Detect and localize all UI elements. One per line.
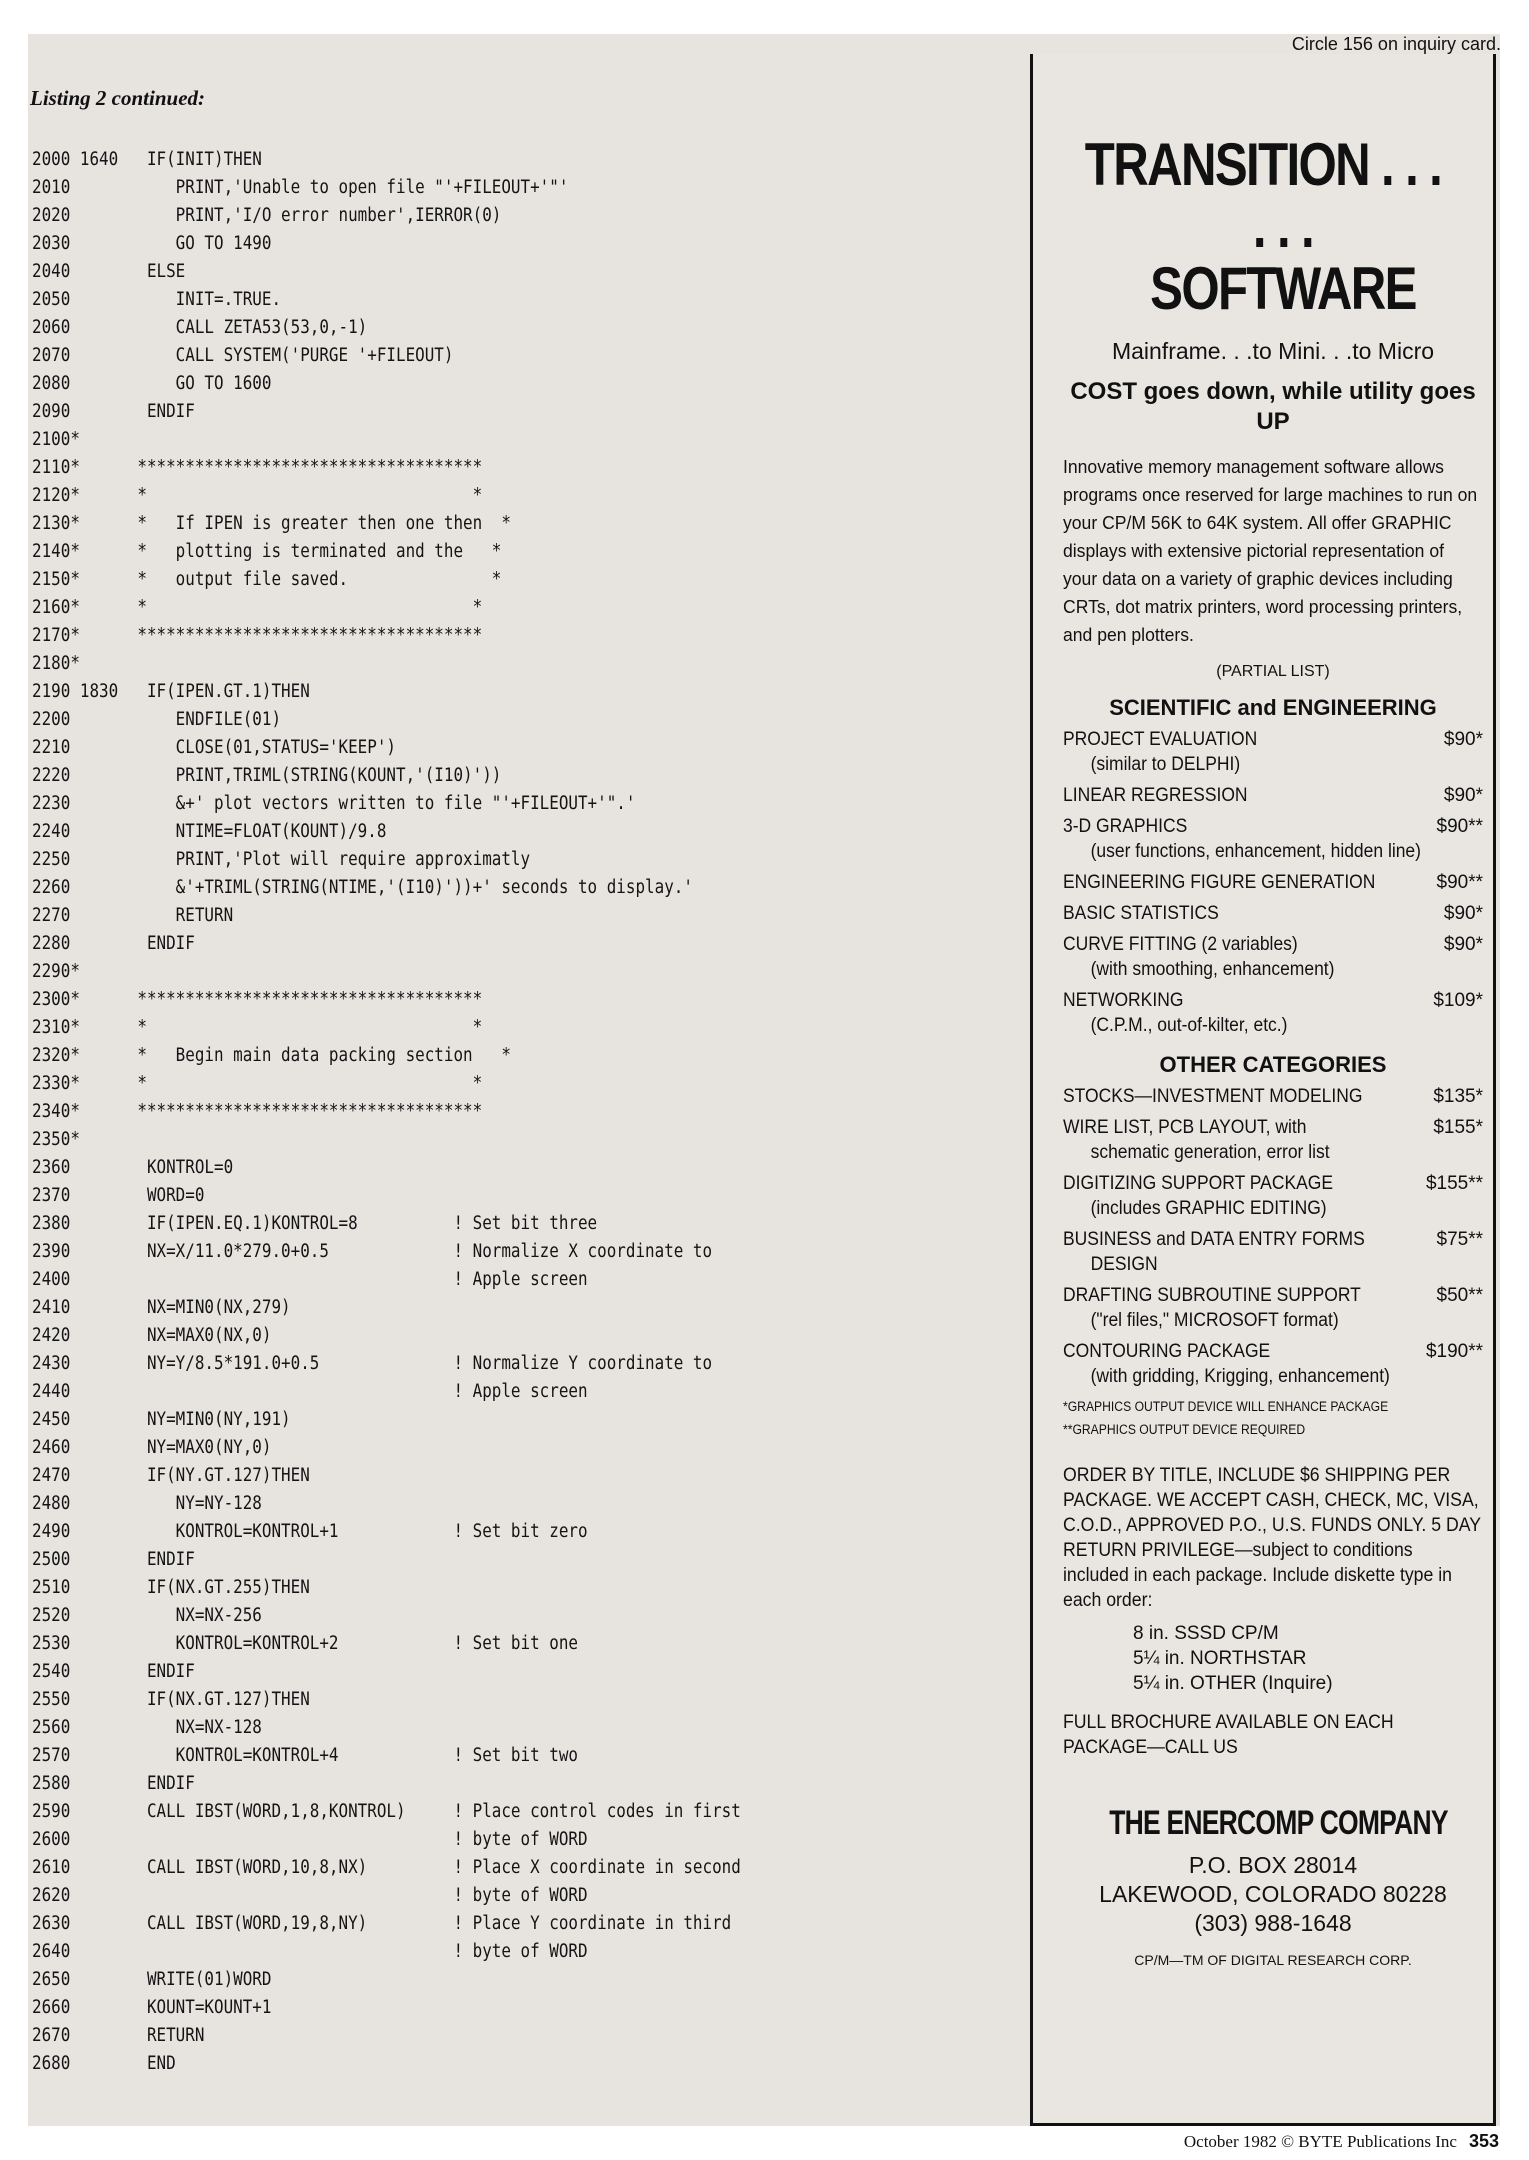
product-description: (user functions, enhancement, hidden line) bbox=[1090, 841, 1421, 862]
code-line: 2200 ENDFILE(01) bbox=[32, 709, 282, 730]
code-line: 2230 &+' plot vectors written to file "'+FILEOUT+'".' bbox=[32, 793, 636, 814]
code-line: 2150* * output file saved. * bbox=[32, 569, 502, 590]
ad-other-list bbox=[1063, 1084, 1483, 1389]
product-name: BUSINESS and DATA ENTRY FORMS bbox=[1063, 1229, 1365, 1250]
product-price: $155* bbox=[1433, 1117, 1483, 1138]
code-listing bbox=[32, 146, 792, 2078]
code-line: 2410 NX=MIN0(NX,279) bbox=[32, 1297, 291, 1318]
code-line: 2430 NY=Y/8.5*191.0+0.5 ! Normalize Y coordinate to bbox=[32, 1353, 713, 1374]
code-line: 2360 KONTROL=0 bbox=[32, 1157, 234, 1178]
code-line: 2140* * plotting is terminated and the * bbox=[32, 541, 502, 562]
ad-city: LAKEWOOD, COLORADO 80228 bbox=[1099, 1881, 1447, 1907]
product-item bbox=[1063, 1283, 1483, 1333]
code-line: 2420 NX=MAX0(NX,0) bbox=[32, 1325, 272, 1346]
diskette-option: 5¼ in. NORTHSTAR bbox=[1133, 1648, 1307, 1669]
product-name: NETWORKING bbox=[1063, 990, 1184, 1011]
product-price: $90* bbox=[1443, 934, 1483, 955]
code-line: 2130* * If IPEN is greater then one then * bbox=[32, 513, 511, 534]
product-name: STOCKS—INVESTMENT MODELING bbox=[1063, 1086, 1363, 1107]
product-item bbox=[1063, 901, 1483, 926]
product-item bbox=[1063, 1084, 1483, 1109]
ad-headline: COST goes down, while utility goes UP bbox=[1070, 378, 1476, 435]
code-line: 2190 1830 IF(IPEN.GT.1)THEN bbox=[32, 681, 310, 702]
product-price: $90* bbox=[1443, 729, 1483, 750]
code-line: 2440 ! Apple screen bbox=[32, 1381, 588, 1402]
product-item bbox=[1063, 814, 1483, 864]
code-line: 2650 WRITE(01)WORD bbox=[32, 1969, 272, 1990]
ad-section-other: OTHER CATEGORIES bbox=[1159, 1052, 1387, 1077]
code-line: 2560 NX=NX-128 bbox=[32, 1717, 262, 1738]
product-row bbox=[1063, 814, 1483, 839]
diskette-option: 5¼ in. OTHER (Inquire) bbox=[1133, 1673, 1333, 1694]
product-description: (with smoothing, enhancement) bbox=[1090, 959, 1335, 980]
code-line: 2620 ! byte of WORD bbox=[32, 1885, 588, 1906]
product-name: CURVE FITTING (2 variables) bbox=[1063, 934, 1298, 955]
product-description: DESIGN bbox=[1090, 1254, 1158, 1275]
code-line: 2070 CALL SYSTEM('PURGE '+FILEOUT) bbox=[32, 345, 454, 366]
product-row bbox=[1063, 870, 1483, 895]
product-item bbox=[1063, 1339, 1483, 1389]
code-line: 2220 PRINT,TRIML(STRING(KOUNT,'(I10)')) bbox=[32, 765, 502, 786]
product-name: CONTOURING PACKAGE bbox=[1063, 1341, 1271, 1362]
diskette-option: 8 in. SSSD CP/M bbox=[1133, 1623, 1279, 1644]
product-item bbox=[1063, 870, 1483, 895]
code-line: 2610 CALL IBST(WORD,10,8,NX) ! Place X coordinate in second bbox=[32, 1857, 741, 1878]
code-line: 2600 ! byte of WORD bbox=[32, 1829, 588, 1850]
product-name: LINEAR REGRESSION bbox=[1063, 785, 1248, 806]
ad-section-scientific: SCIENTIFIC and ENGINEERING bbox=[1109, 695, 1437, 720]
product-price: $109* bbox=[1433, 990, 1483, 1011]
code-line: 2460 NY=MAX0(NY,0) bbox=[32, 1437, 272, 1458]
product-row bbox=[1063, 1227, 1483, 1252]
ad-po-box: P.O. BOX 28014 bbox=[1188, 1852, 1358, 1878]
product-price: $50** bbox=[1436, 1285, 1483, 1306]
product-name: PROJECT EVALUATION bbox=[1063, 729, 1258, 750]
product-row bbox=[1063, 1171, 1483, 1196]
product-price: $90** bbox=[1436, 872, 1483, 893]
code-line: 2310* * * bbox=[32, 1017, 483, 1038]
code-line: 2390 NX=X/11.0*279.0+0.5 ! Normalize X coordinate to bbox=[32, 1241, 713, 1262]
product-description: schematic generation, error list bbox=[1090, 1142, 1330, 1163]
code-line: 2330* * * bbox=[32, 1073, 483, 1094]
code-line: 2490 KONTROL=KONTROL+1 ! Set bit zero bbox=[32, 1521, 588, 1542]
code-line: 2120* * * bbox=[32, 485, 483, 506]
ad-partial-list-label: (PARTIAL LIST) bbox=[1216, 663, 1330, 680]
code-line: 2470 IF(NY.GT.127)THEN bbox=[32, 1465, 310, 1486]
code-line: 2450 NY=MIN0(NY,191) bbox=[32, 1409, 291, 1430]
code-line: 2270 RETURN bbox=[32, 905, 234, 926]
code-line: 2260 &'+TRIML(STRING(NTIME,'(I10)'))+' seconds to display.' bbox=[32, 877, 693, 898]
product-row bbox=[1063, 1084, 1483, 1109]
code-line: 2570 KONTROL=KONTROL+4 ! Set bit two bbox=[32, 1745, 578, 1766]
code-line: 2250 PRINT,'Plot will require approximatly bbox=[32, 849, 531, 870]
code-line: 2020 PRINT,'I/O error number',IERROR(0) bbox=[32, 205, 502, 226]
code-line: 2290* bbox=[32, 961, 80, 982]
product-description: (includes GRAPHIC EDITING) bbox=[1090, 1198, 1327, 1219]
ad-scientific-list bbox=[1063, 727, 1483, 1038]
code-line: 2660 KOUNT=KOUNT+1 bbox=[32, 1997, 272, 2018]
ad-brochure-text: FULL BROCHURE AVAILABLE ON EACH PACKAGE—CALL US bbox=[1063, 1712, 1394, 1758]
product-name: BASIC STATISTICS bbox=[1063, 903, 1219, 924]
code-line: 2340* ************************************ bbox=[32, 1101, 483, 1122]
code-line: 2520 NX=NX-256 bbox=[32, 1605, 262, 1626]
ad-diskette-list bbox=[1063, 1621, 1483, 1696]
product-row bbox=[1063, 988, 1483, 1013]
product-item bbox=[1063, 1171, 1483, 1221]
listing-title: Listing 2 continued: bbox=[30, 86, 206, 110]
code-line: 2240 NTIME=FLOAT(KOUNT)/9.8 bbox=[32, 821, 387, 842]
product-name: ENGINEERING FIGURE GENERATION bbox=[1063, 872, 1376, 893]
code-line: 2350* bbox=[32, 1129, 80, 1150]
product-row bbox=[1063, 1283, 1483, 1308]
code-line: 2480 NY=NY-128 bbox=[32, 1493, 262, 1514]
ad-tagline: Mainframe. . .to Mini. . .to Micro bbox=[1111, 338, 1435, 364]
product-item bbox=[1063, 1227, 1483, 1277]
product-row bbox=[1063, 901, 1483, 926]
code-line: 2060 CALL ZETA53(53,0,-1) bbox=[32, 317, 368, 338]
code-line: 2400 ! Apple screen bbox=[32, 1269, 588, 1290]
product-description: (C.P.M., out-of-kilter, etc.) bbox=[1090, 1015, 1288, 1036]
product-description: ("rel files," MICROSOFT format) bbox=[1090, 1310, 1339, 1331]
product-item bbox=[1063, 727, 1483, 777]
product-item bbox=[1063, 932, 1483, 982]
page-number: 353 bbox=[1468, 2131, 1499, 2151]
code-line: 2590 CALL IBST(WORD,1,8,KONTROL) ! Place control codes in first bbox=[32, 1801, 741, 1822]
ad-phone: (303) 988-1648 bbox=[1194, 1910, 1352, 1936]
code-line: 2680 END bbox=[32, 2053, 176, 2074]
code-line: 2530 KONTROL=KONTROL+2 ! Set bit one bbox=[32, 1633, 578, 1654]
product-row bbox=[1063, 783, 1483, 808]
code-line: 2510 IF(NX.GT.255)THEN bbox=[32, 1577, 310, 1598]
ad-order-text: ORDER BY TITLE, INCLUDE $6 SHIPPING PER PACKAGE. WE ACCEPT CASH, CHECK, MC, VISA, C.O.D., APPROVED P.O., U.S. FUNDS ONLY. 5 DAY RETURN PRIVILEGE—subject to conditions included in each package. Include diskette type in each order: bbox=[1063, 1465, 1481, 1611]
code-line: 2380 IF(IPEN.EQ.1)KONTROL=8 ! Set bit three bbox=[32, 1213, 598, 1234]
code-line: 2210 CLOSE(01,STATUS='KEEP') bbox=[32, 737, 396, 758]
code-line: 2300* ************************************ bbox=[32, 989, 483, 1010]
code-line: 2630 CALL IBST(WORD,19,8,NY) ! Place Y coordinate in third bbox=[32, 1913, 732, 1934]
code-line: 2540 ENDIF bbox=[32, 1661, 195, 1682]
code-line: 2030 GO TO 1490 bbox=[32, 233, 272, 254]
product-price: $135* bbox=[1433, 1086, 1483, 1107]
code-line: 2670 RETURN bbox=[32, 2025, 205, 2046]
inquiry-card-note: Circle 156 on inquiry card. bbox=[1291, 34, 1501, 54]
footer-issue: October 1982 © BYTE Publications Inc bbox=[1183, 2132, 1457, 2151]
ad-trademark-note: CP/M—TM OF DIGITAL RESEARCH CORP. bbox=[1134, 1952, 1412, 1968]
code-line: 2050 INIT=.TRUE. bbox=[32, 289, 282, 310]
product-row bbox=[1063, 1115, 1483, 1140]
product-description: (with gridding, Krigging, enhancement) bbox=[1090, 1366, 1390, 1387]
code-line: 2500 ENDIF bbox=[32, 1549, 195, 1570]
product-row bbox=[1063, 932, 1483, 957]
advertisement bbox=[1030, 54, 1496, 2126]
ad-company-name: THE ENERCOMP COMPANY bbox=[1109, 1804, 1448, 1842]
product-name: DIGITIZING SUPPORT PACKAGE bbox=[1063, 1173, 1334, 1194]
product-item bbox=[1063, 783, 1483, 808]
code-line: 2100* bbox=[32, 429, 80, 450]
code-line: 2090 ENDIF bbox=[32, 401, 195, 422]
code-line: 2110* ************************************ bbox=[32, 457, 483, 478]
code-line: 2160* * * bbox=[32, 597, 483, 618]
product-price: $190** bbox=[1425, 1341, 1483, 1362]
product-price: $90** bbox=[1436, 816, 1483, 837]
ad-address bbox=[1063, 1851, 1483, 1938]
code-line: 2010 PRINT,'Unable to open file "'+FILEOUT+'"' bbox=[32, 177, 569, 198]
ad-body-text: Innovative memory management software allows programs once reserved for large machines to run on your CP/M 56K to 64K system. All offer GRAPHIC displays with extensive pictorial representation of your data on a variety of graphic devices including CRTs, dot matrix printers, word processing printers, and pen plotters. bbox=[1063, 456, 1478, 645]
ad-note-enhance: *GRAPHICS OUTPUT DEVICE WILL ENHANCE PACKAGE bbox=[1063, 1399, 1389, 1414]
product-price: $90* bbox=[1443, 785, 1483, 806]
product-price: $90* bbox=[1443, 903, 1483, 924]
product-name: DRAFTING SUBROUTINE SUPPORT bbox=[1063, 1285, 1361, 1306]
ad-brand-line-2: . . . SOFTWARE bbox=[1150, 193, 1416, 322]
code-line: 2000 1640 IF(INIT)THEN bbox=[32, 149, 262, 170]
product-item bbox=[1063, 1115, 1483, 1165]
product-price: $155** bbox=[1425, 1173, 1483, 1194]
code-line: 2550 IF(NX.GT.127)THEN bbox=[32, 1689, 310, 1710]
code-line: 2040 ELSE bbox=[32, 261, 186, 282]
code-line: 2580 ENDIF bbox=[32, 1773, 195, 1794]
product-description: (similar to DELPHI) bbox=[1090, 754, 1241, 775]
product-name: 3-D GRAPHICS bbox=[1063, 816, 1188, 837]
product-price: $75** bbox=[1436, 1229, 1483, 1250]
code-line: 2320* * Begin main data packing section * bbox=[32, 1045, 511, 1066]
code-line: 2640 ! byte of WORD bbox=[32, 1941, 588, 1962]
code-line: 2370 WORD=0 bbox=[32, 1185, 205, 1206]
code-line: 2280 ENDIF bbox=[32, 933, 195, 954]
product-row bbox=[1063, 1339, 1483, 1364]
page-footer bbox=[1184, 2131, 1499, 2152]
product-row bbox=[1063, 727, 1483, 752]
ad-note-required: **GRAPHICS OUTPUT DEVICE REQUIRED bbox=[1063, 1422, 1306, 1437]
product-name: WIRE LIST, PCB LAYOUT, with bbox=[1063, 1117, 1307, 1138]
code-line: 2170* ************************************ bbox=[32, 625, 483, 646]
code-line: 2180* bbox=[32, 653, 80, 674]
ad-brand-line-1: TRANSITION . . . bbox=[1084, 131, 1442, 198]
product-item bbox=[1063, 988, 1483, 1038]
code-line: 2080 GO TO 1600 bbox=[32, 373, 272, 394]
